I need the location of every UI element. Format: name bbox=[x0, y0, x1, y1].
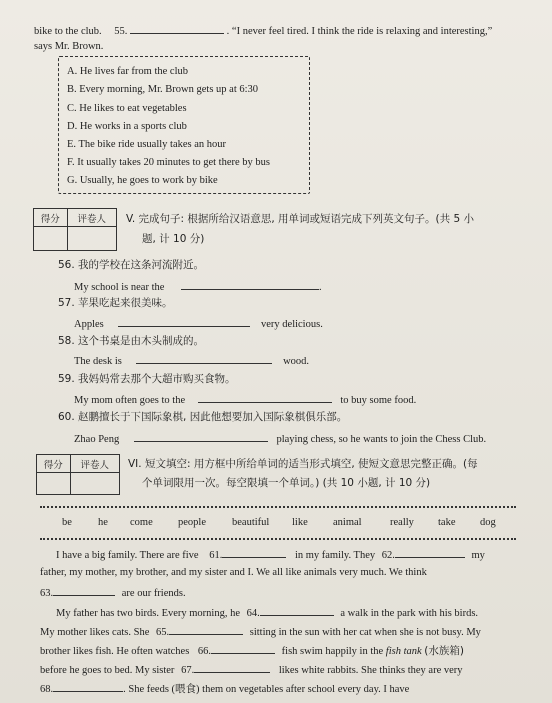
blank-56[interactable] bbox=[181, 278, 319, 290]
blank-67[interactable] bbox=[194, 661, 270, 673]
question-number-63: 63. bbox=[40, 588, 54, 599]
word-be: be bbox=[62, 517, 72, 528]
text: . bbox=[319, 282, 322, 293]
score-box-vi bbox=[36, 454, 120, 495]
text: a walk in the park with his birds. bbox=[340, 608, 479, 619]
options-box bbox=[58, 56, 310, 194]
q58-chinese: 58. 这个书桌是由木头制成的。 bbox=[58, 335, 205, 347]
question-number-66: 66. bbox=[197, 646, 212, 657]
grader-cell[interactable] bbox=[70, 473, 119, 495]
text: fish tank bbox=[385, 646, 422, 657]
text: sitting in the sun with her cat when she is not busy. My bbox=[249, 627, 481, 638]
text: wood. bbox=[283, 356, 310, 367]
text: in my family. They bbox=[294, 550, 376, 561]
blank-55[interactable] bbox=[130, 22, 224, 34]
word-like: like bbox=[292, 517, 308, 528]
q58-english bbox=[74, 352, 309, 369]
blank-65[interactable] bbox=[169, 623, 243, 635]
text: My mom often goes to the bbox=[74, 395, 186, 406]
word-people: people bbox=[178, 517, 206, 528]
score-cell[interactable] bbox=[34, 227, 68, 251]
q60-chinese: 60. 赵鹏擅长于下国际象棋, 因此他想要加入国际象棋俱乐部。 bbox=[58, 411, 348, 423]
text: fish swim happily in the bbox=[281, 646, 384, 657]
question-number-68: 68. bbox=[40, 684, 54, 695]
text: (水族箱) bbox=[424, 645, 464, 657]
line-55 bbox=[34, 22, 492, 39]
word-beautiful: beautiful bbox=[232, 517, 270, 528]
text: likes white rabbits. She thinks they are very bbox=[278, 665, 463, 676]
word-really: really bbox=[390, 517, 414, 528]
text: . She feeds (喂食) them on vegetables after school every day. I have bbox=[123, 684, 410, 695]
text: My mother likes cats. She bbox=[40, 627, 150, 638]
question-number-65: 65. bbox=[155, 627, 170, 638]
blank-62[interactable] bbox=[395, 546, 465, 558]
text: I have a big family. There are five bbox=[56, 550, 199, 561]
option-f: F. It usually takes 20 minutes to get there by bus bbox=[67, 157, 271, 168]
passage-line-7 bbox=[40, 661, 463, 678]
passage-line-8 bbox=[40, 680, 409, 697]
option-g: G. Usually, he goes to work by bike bbox=[67, 175, 218, 186]
blank-58[interactable] bbox=[136, 352, 272, 364]
q57-chinese: 57. 苹果吃起来很美味。 bbox=[58, 297, 173, 309]
blank-68[interactable] bbox=[53, 680, 123, 692]
option-a: A. He lives far from the club bbox=[67, 66, 189, 77]
option-e: E. The bike ride usually takes an hour bbox=[67, 139, 227, 150]
question-number-67: 67. bbox=[181, 665, 195, 676]
word-come: come bbox=[130, 517, 153, 528]
section-vi-title-2: 个单词限用一次。每空限填一个单词。) (共 10 小题, 计 10 分) bbox=[142, 477, 431, 489]
q56-chinese: 56. 我的学校在这条河流附近。 bbox=[58, 259, 205, 271]
grader-label: 评卷人 bbox=[70, 455, 119, 473]
passage-line-6 bbox=[40, 642, 464, 659]
passage-line-4 bbox=[56, 604, 478, 621]
text: . “I never feel tired. I think the ride is relaxing and interesting,” bbox=[226, 26, 493, 37]
text: The desk is bbox=[74, 356, 122, 367]
word-take: take bbox=[438, 517, 456, 528]
question-number-55: 55. bbox=[114, 26, 128, 37]
blank-60[interactable] bbox=[134, 430, 268, 442]
section-v-title: V. 完成句子: 根据所给汉语意思, 用单词或短语完成下列英文句子。(共 5 小 bbox=[126, 213, 475, 225]
option-b: B. Every morning, Mr. Brown gets up at 6:30 bbox=[67, 84, 259, 95]
q59-english bbox=[74, 391, 416, 408]
text: Apples bbox=[74, 319, 104, 330]
text: My father has two birds. Every morning, he bbox=[56, 608, 241, 619]
passage-line-3 bbox=[40, 584, 186, 601]
passage-line-5 bbox=[40, 623, 481, 640]
word-bank-box bbox=[40, 506, 516, 540]
score-cell[interactable] bbox=[37, 473, 71, 495]
word-he: he bbox=[98, 517, 108, 528]
section-vi-title: VI. 短文填空: 用方框中所给单词的适当形式填空, 使短文意思完整正确。(每 bbox=[128, 458, 478, 470]
grader-label: 评卷人 bbox=[67, 209, 116, 227]
blank-64[interactable] bbox=[260, 604, 334, 616]
blank-57[interactable] bbox=[118, 315, 250, 327]
word-dog: dog bbox=[480, 517, 496, 528]
word-animal: animal bbox=[333, 517, 362, 528]
section-v-title-2: 题, 计 10 分) bbox=[142, 233, 205, 245]
text: my bbox=[471, 550, 485, 561]
text: bike to the club. bbox=[34, 26, 102, 37]
option-c: C. He likes to eat vegetables bbox=[67, 103, 187, 114]
blank-63[interactable] bbox=[53, 584, 115, 596]
text: before he goes to bed. My sister bbox=[40, 665, 175, 676]
text: are our friends. bbox=[121, 588, 186, 599]
q56-english bbox=[74, 278, 322, 295]
text: very delicious. bbox=[261, 319, 323, 330]
score-label: 得分 bbox=[34, 209, 68, 227]
blank-59[interactable] bbox=[198, 391, 332, 403]
blank-66[interactable] bbox=[211, 642, 275, 654]
question-number-64: 64. bbox=[246, 608, 260, 619]
blank-61[interactable] bbox=[222, 546, 286, 558]
text: brother likes fish. He often watches bbox=[40, 646, 190, 657]
grader-cell[interactable] bbox=[67, 227, 116, 251]
text: playing chess, so he wants to join the Chess Club. bbox=[276, 434, 487, 445]
says-mr-brown: says Mr. Brown. bbox=[34, 41, 104, 52]
text: Zhao Peng bbox=[74, 434, 120, 445]
question-number-62: 62. bbox=[381, 550, 395, 561]
passage-line-1 bbox=[56, 546, 485, 563]
question-number-61: 61. bbox=[209, 550, 223, 561]
passage-line-2: father, my mother, my brother, and my sister and I. We all like animals very much. We think bbox=[40, 567, 427, 578]
option-d: D. He works in a sports club bbox=[67, 121, 187, 132]
text: to buy some food. bbox=[340, 395, 417, 406]
score-box-v bbox=[33, 208, 117, 251]
text: My school is near the bbox=[74, 282, 165, 293]
q57-english bbox=[74, 315, 323, 332]
score-label: 得分 bbox=[37, 455, 71, 473]
q59-chinese: 59. 我妈妈常去那个大超市购买食物。 bbox=[58, 373, 236, 385]
q60-english bbox=[74, 430, 486, 447]
